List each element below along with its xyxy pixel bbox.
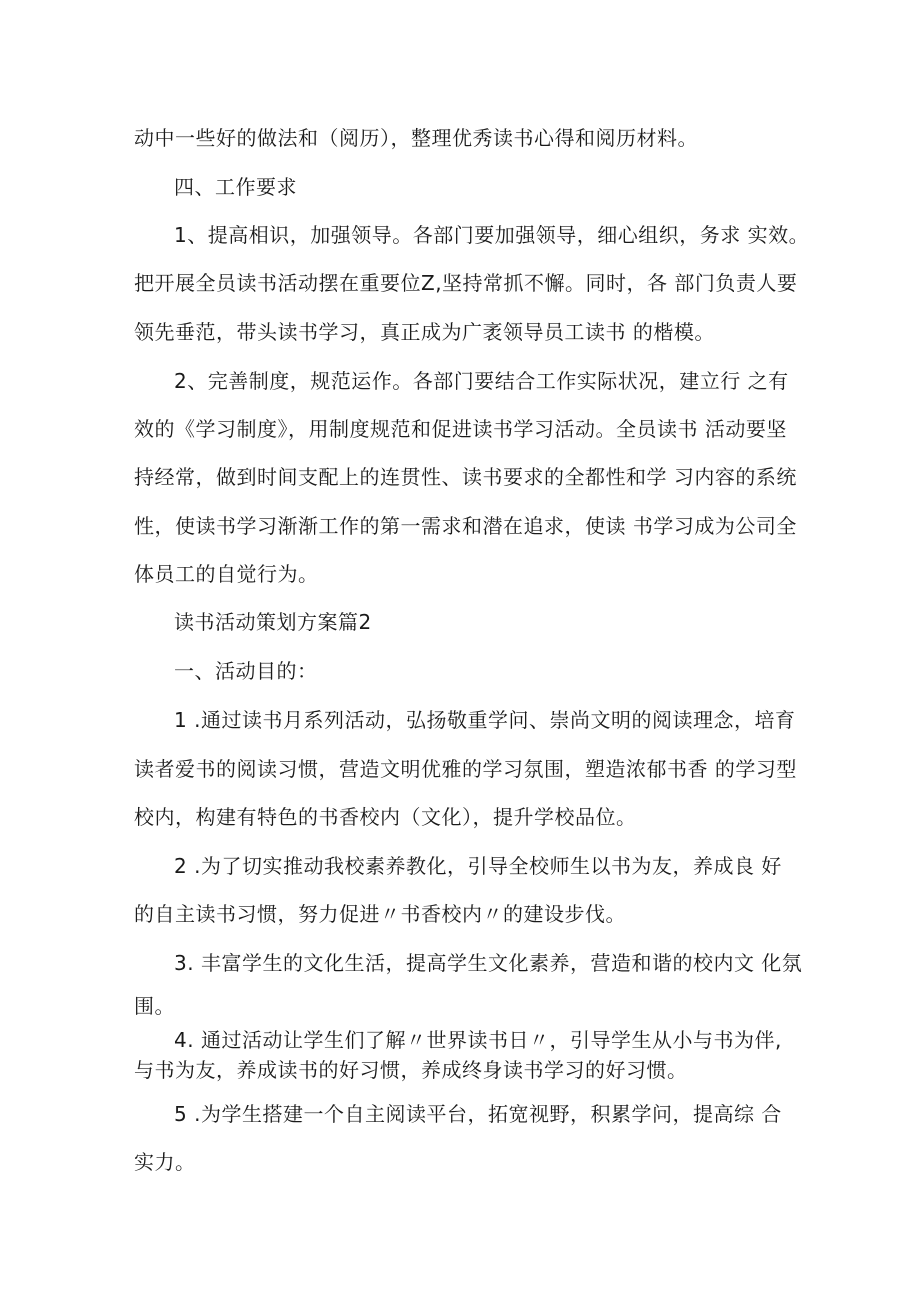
paragraph-line: 效的《学习制度》，用制度规范和促进读书学习活动。全员读书 活动要坚 [134, 417, 787, 441]
paragraph-line: 1、提高相识，加强领导。各部门要加强领导，细心组织，务求 实效。 [174, 223, 810, 247]
paragraph-line: 领先垂范，带头读书学习，真正成为广袤领导员工读书 的楷模。 [134, 320, 715, 344]
paragraph-line: 把开展全员读书活动摆在重要位Z,坚持常抓不懈。同时，各 部门负责人要 [134, 271, 798, 295]
paragraph-line: 2 .为了切实推动我校素养教化，引导全校师生以书为友，养成良 好 [174, 854, 782, 878]
paragraph-line: 2、完善制度，规范运作。各部门要结合工作实际状况，建立行 之有 [174, 369, 789, 393]
section-title: 读书活动策划方案篇2 [174, 610, 372, 634]
paragraph-line: 1 .通过读书月系列活动，弘扬敬重学问、崇尚文明的阅读理念，培育 [174, 708, 796, 732]
paragraph-line: 围。 [134, 994, 175, 1018]
paragraph-line: 实力。 [134, 1150, 196, 1174]
section-heading: 四、工作要求 [174, 175, 297, 199]
paragraph-line: 动中一些好的做法和（阅历），整理优秀读书心得和阅历材料。 [134, 126, 698, 150]
paragraph-line: 3. 丰富学生的文化生活，提高学生文化素养，营造和谐的校内文 化氛 [174, 951, 803, 975]
paragraph-line: 校内，构建有特色的书香校内（文化），提升学校品位。 [134, 805, 637, 829]
paragraph-line: 持经常，做到时间支配上的连贯性、读书要求的全都性和学 习内容的系统 [134, 465, 797, 489]
paragraph-line: 性，使读书学习渐渐工作的第一需求和潜在追求，使读 书学习成为公司全 [134, 514, 797, 538]
paragraph-line: 体员工的自觉行为。 [134, 562, 319, 586]
paragraph-line: 与书为友，养成读书的好习惯，养成终身读书学习的好习惯。 [134, 1058, 688, 1082]
paragraph-line: 5 .为学生搭建一个自主阅读平台，拓宽视野，积累学问，提高综 合 [174, 1102, 782, 1126]
paragraph-line: 4. 通过活动让学生们了解〃世界读书日〃，引导学生从小与书为伴, [174, 1028, 782, 1052]
paragraph-line: 的自主读书习惯，努力促进〃书香校内〃的建设步伐。 [134, 902, 626, 926]
section-heading: 一、活动目的： [174, 659, 318, 683]
paragraph-line: 读者爱书的阅读习惯，营造文明优雅的学习氛围，塑造浓郁书香 的学习型 [134, 757, 797, 781]
